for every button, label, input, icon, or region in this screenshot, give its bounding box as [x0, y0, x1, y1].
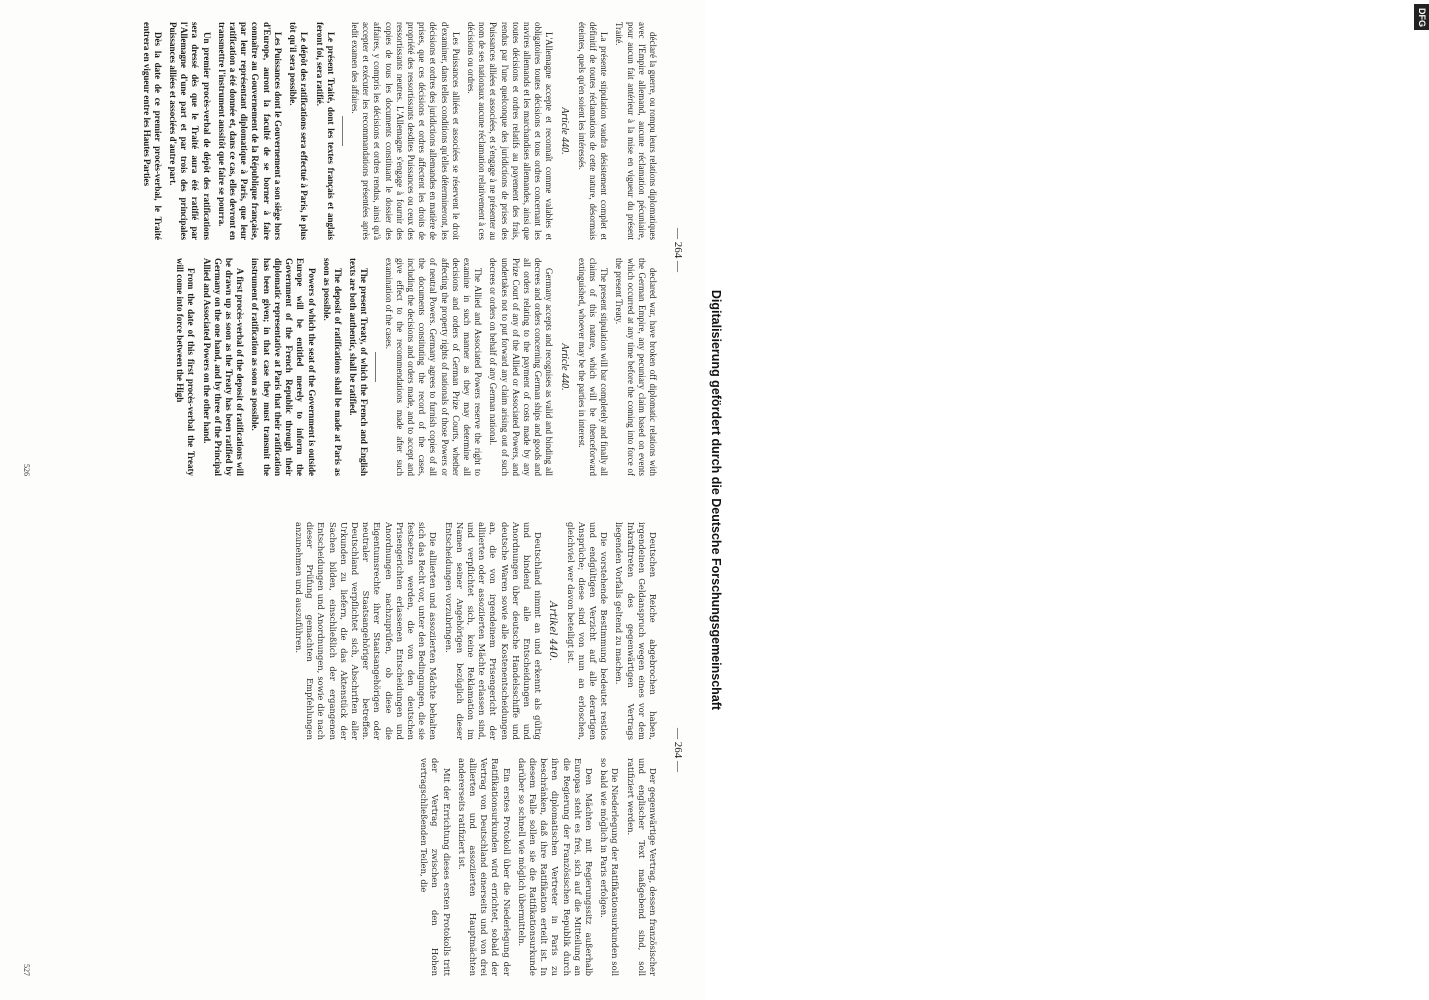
- paragraph: [200, 258, 245, 476]
- left-page: [12, 0, 692, 500]
- page-number: — 264 —: [672, 728, 684, 772]
- page-footer: 527: [22, 964, 31, 976]
- paragraph: [140, 22, 162, 240]
- divider: [375, 352, 376, 382]
- bold-text: Dès la date de ce premier procès-verbal, le Traité entrera en vigueur entre les Hautes Parties: [141, 22, 163, 240]
- german-column-b: [414, 758, 658, 976]
- article-heading: Article 440.: [558, 343, 570, 391]
- bold-text: Les Puissances dont le Gouvernement a son siège hors d'Europe, auront la faculté de se borner à faire connaître au Gouvernement de la République française, par leur représentant diplomatique à Paris, que leur ratification a été donnée et, dans ce cas, elles devront en transmettre l'instrument aussitôt que faire se pourra.: [216, 22, 283, 240]
- paragraph: [174, 258, 196, 476]
- paragraph: [249, 258, 316, 476]
- german-column-a: [289, 522, 658, 740]
- paragraph: The present stipulation will bar completely and finally all claims of this nature, which will be thenceforward extinguished, whoever may be the parties in interest.: [576, 258, 610, 476]
- divider: [342, 116, 343, 146]
- paragraph: Der gegenwärtige Vertrag, dessen französischer und englischer Text maßgebend sind, soll ratifiziert werden.: [625, 758, 658, 976]
- paragraph: [347, 258, 369, 476]
- french-column: [136, 22, 658, 240]
- paragraph: [313, 22, 335, 240]
- paragraph: [167, 22, 212, 240]
- bold-text: The deposit of ratifications shall be made at Paris as soon as possible.: [321, 258, 343, 476]
- paragraph: Deutschland nimmt an und erkennt als gültig und bindend alle Entscheidungen und Anordnungen über deutsche Handelsschiffe und deutsche Waren sowie alle Kostenentscheidungen an, die von irgendeinem Prisengericht der alliierten oder assoziierten Mächte erlassen sind, und verpflichtet sich, keine Reklamation im Namen seiner Angehörigen bezüglich dieser Entscheidungen vorzubringen.: [443, 522, 544, 740]
- paragraph: [216, 22, 283, 240]
- paragraph: The Allied and Associated Powers reserve the right to examine in such manner as they may determine all decisions and orders of German Prize Courts, whether affecting the property rights of nationals of those Powers or of neutral Powers. Germany agrees to furnish copies of all the documents constituting the record of the cases, including the decisions and orders made, and to accept and give effect to the recommendations made after such examination of the cases.: [383, 258, 484, 476]
- paragraph: L'Allemagne accepte et reconnaît comme valables et obligatoires toutes décisions et tous ordres concernant les navires allemands et les marchandises allemandes, ainsi que toutes décisions et ordres relatifs au payement des frais, rendus par l'une quelconque des juridictions de prises des Puissances alliées et associées, et s'engage à ne présenter au nom de ses nationaux aucune réclamation relativement à ces décisions ou ordres.: [465, 22, 555, 240]
- bold-text: Un premier procès-verbal de dépôt des ratifications sera dressé dès que le Traité aura été ratifié par l'Allemagne d'une part et par trois des principales Puissances alliées et associées d'autre part.: [168, 22, 212, 240]
- bold-text: A first procès-verbal of the deposit of ratifications will be drawn up as soon as the Treaty has been ratified by Germany on the one hand, and by three of the Principal Allied and Associated Powers on the other hand.: [201, 258, 246, 476]
- page-footer: 526: [22, 464, 31, 476]
- paragraph: Mit der Errichtung dieses ersten Protokolls tritt der Vertrag zwischen den Hohen vertragschließenden Teilen, die: [419, 758, 452, 976]
- paragraph: Die alliierten und assoziierten Mächte behalten sich das Recht vor, unter den Bedingungen, die sie festsetzen werden, die von den deutschen Prisengerichten erlassenen Entscheidungen und Anordnungen nachzuprüfen, ob diese die Eigentumsrechte ihrer Staatsangehörigen oder neutraler Staatsangehöriger betreffen. Deutschland verpflichtet sich, Abschriften aller Urkunden zu liefern, die das Aktenstück der Sachen bilden, einschließlich der ergangenen Entscheidungen und Anordnungen, sowie die nach dieser Prüfung gemachten Empfehlungen anzunehmen und auszuführen.: [293, 522, 439, 740]
- bold-text: From the date of this first procès-verbal the Treaty will come into force between the High: [175, 258, 197, 476]
- page-number: — 264 —: [672, 228, 684, 272]
- article-heading: Article 440.: [558, 107, 570, 155]
- bold-text: The present Treaty, of which the French and English texts are both authentic, shall be ratified.: [348, 258, 370, 476]
- dfg-logo-icon: DFG: [1414, 4, 1429, 30]
- paragraph: Les Puissances alliées et associées se réservent le droit d'examiner, dans telles conditions qu'elles détermineront, les décisions et ordres des juridictions allemandes en matière de prises, que ces décisions et ordres affectent les droits de propriété des ressortissants desdites Puissances ou ceux des ressortissants neutres. L'Allemagne s'engage à fournir des copies de tous les documents constituant le dossier des affaires, y compris les décisions et ordres rendus, ainsi qu'à accepter et exécuter les recommandations présentées après ledit examen des affaires.: [349, 22, 461, 240]
- digitization-credit: Digitalisierung gefördert durch die Deutsche Forschungsgemeinschaft: [709, 289, 723, 711]
- bold-text: Le dépôt des ratifications sera effectué à Paris, le plus tôt qu'il sera possible.: [288, 22, 310, 240]
- paragraph: Den Mächten mit Regierungssitz außerhalb Europas steht es frei, sich auf die Mitteilung an die Regierung der Französischen Republik durch ihren diplomatischen Vertreter in Paris zu beschränken, daß ihre Ratifikation erteilt ist. In diesem Falle sollen sie die Ratifikationsurkunde darüber so schnell wie möglich übermitteln.: [516, 758, 594, 976]
- right-page: [12, 500, 692, 1000]
- paragraph: Deutschen Reiche abgebrochen haben, irgendeinen Geldanspruch wegen eines vor dem Inkrafttreten des gegenwärtigen Vertrags liegenden Vorfalls geltend zu machen.: [614, 522, 658, 740]
- english-column: [170, 258, 658, 476]
- paragraph: La présente stipulation vaudra désistement complet et définitif de toutes réclamations de cette nature, désormais éteintes, quels qu'en soient les intéressés.: [576, 22, 610, 240]
- paragraph: Ein erstes Protokoll über die Niederlegung der Ratifikationsurkunden wird errichtet, sobald der Vertrag von Deutschland einerseits und von drei alliierten und assoziierten Hauptmächten andererseits ratifiziert ist.: [456, 758, 512, 976]
- paragraph: Die Niederlegung der Ratifikationsurkunden soll so bald wie möglich in Paris erfolgen.: [599, 758, 621, 976]
- article-heading: Artikel 440.: [547, 601, 559, 661]
- paragraph: [321, 258, 343, 476]
- rotated-scan: [12, 0, 692, 1000]
- paragraph: Die vorstehende Bestimmung bedeutet restlos und endgültigen Verzicht auf alle derartigen Ansprüche; diese sind von nun an erloschen, gleichviel wer davon beteiligt ist.: [565, 522, 610, 740]
- paragraph: [287, 22, 309, 240]
- bold-text: Le présent Traité, dont les textes français et anglais feront foi, sera ratifié.: [314, 22, 336, 240]
- paragraph: Germany accepts and recognises as valid and binding all decrees and orders concerning German ships and goods and all orders relating to the payment of costs made by any Prize Court of any of the Allied or Associated Powers, and undertakes not to put forward any claim arising out of such decrees or orders on behalf of any German national.: [488, 258, 555, 476]
- bold-text: Powers of which the seat of the Government is outside Europe will be entitled merely to inform the Government of the French Republic through their diplomatic representative at Paris that their ratification has been given; in that case they must transmit the instrument of ratification as soon as possible.: [250, 258, 317, 476]
- paragraph: declared war, have broken off diplomatic relations with the German Empire, any pecuniary claim based on events which occurred at any time before the coming into force of the present Treaty.: [614, 258, 658, 476]
- paragraph: déclaré la guerre, ou rompu leurs relations diplomatiques avec l'Empire allemand, aucune réclamation pécuniaire, pour aucun fait antérieur à la mise en vigueur du présent Traité.: [614, 22, 658, 240]
